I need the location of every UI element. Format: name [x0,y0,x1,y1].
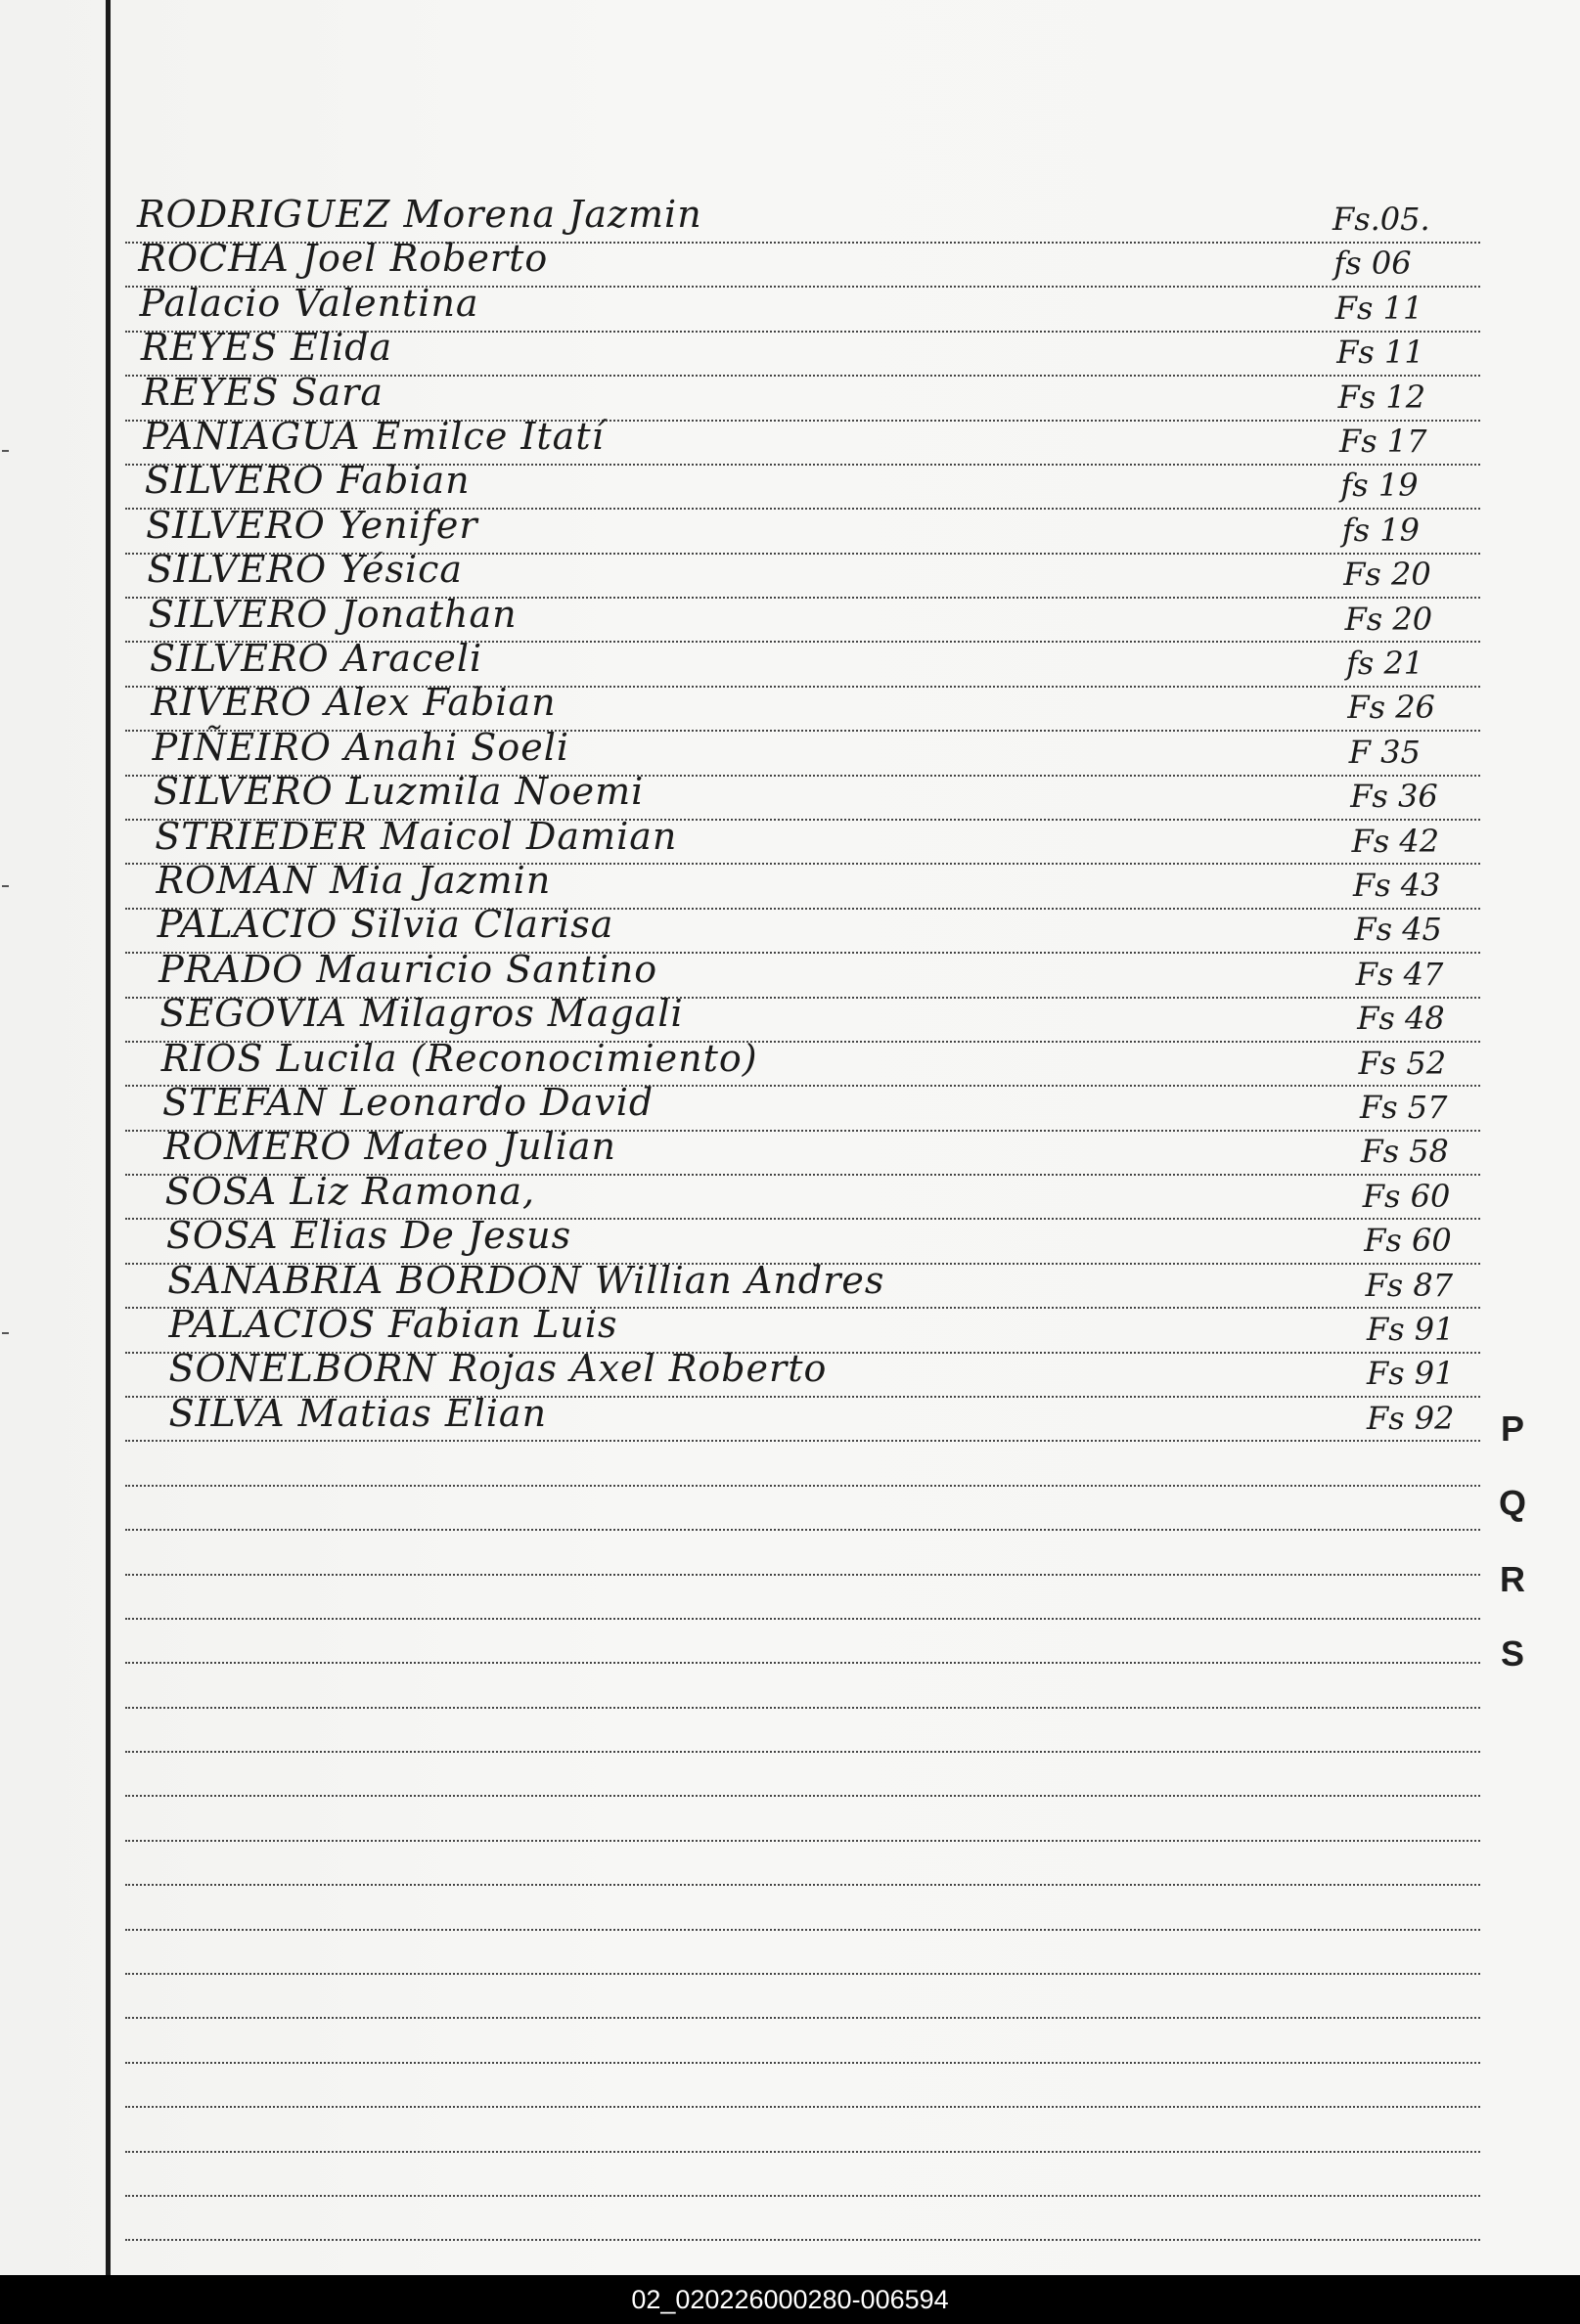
entry-folio: Fs 11 [1334,289,1423,327]
list-item [0,1081,1580,1130]
list-item [0,770,1580,819]
entry-folio: Fs 11 [1336,334,1424,372]
ruled-line [125,2239,1480,2241]
entry-name: SANABRIA BORDON Willian Andres [167,1258,885,1302]
entry-folio: Fs 47 [1355,955,1444,993]
ruled-line [125,2151,1480,2153]
entry-name: SILVA Matias Elian [168,1391,548,1435]
entry-folio: Fs 43 [1353,867,1441,904]
list-item [0,548,1580,597]
entry-name: SILVERO Fabian [144,459,471,503]
entry-name: REYES Sara [142,370,384,414]
list-item [0,503,1580,553]
entry-folio: Fs 91 [1367,1355,1455,1393]
entry-folio: Fs 42 [1351,822,1440,860]
entry-folio: F 35 [1348,733,1421,771]
entry-name: SILVERO Yenifer [146,503,478,547]
list-item [0,281,1580,331]
entry-name: SOSA Liz Ramona, [164,1169,536,1213]
entry-folio: Fs 52 [1358,1044,1447,1082]
list-item [0,1258,1580,1308]
ruled-line [125,1662,1480,1664]
list-item [0,1036,1580,1086]
list-item [0,1391,1580,1441]
entry-name: ROMERO Mateo Julian [163,1125,616,1169]
ruled-line [125,1929,1480,1931]
ruled-line [125,2106,1480,2108]
entry-name: RIOS Lucila (Reconocimiento) [160,1036,758,1080]
entry-name: ROCHA Joel Roberto [138,237,549,281]
ruled-line [125,1795,1480,1797]
entry-name: Palacio Valentina [139,281,479,325]
entry-folio: Fs 20 [1343,556,1431,594]
index-letter-p: P [1500,1408,1524,1449]
entry-name: PIÑEIRO Anahi Soeli [152,725,569,769]
entry-folio: Fs 58 [1361,1133,1449,1171]
entry-name: PALACIOS Fabian Luis [168,1303,618,1346]
list-item [0,370,1580,420]
list-item [0,592,1580,642]
list-item [0,992,1580,1041]
list-item [0,903,1580,952]
ruled-line [125,2017,1480,2019]
entry-name: SILVERO Luzmila Noemi [153,770,645,814]
ruled-line [125,2195,1480,2197]
list-item [0,814,1580,864]
entry-name: PRADO Mauricio Santino [158,947,658,991]
list-item [0,1125,1580,1174]
entry-name: SOSA Elias De Jesus [165,1214,572,1258]
index-letter-r: R [1500,1559,1525,1599]
ruled-line [125,1973,1480,1975]
entry-name: PALACIO Silvia Clarisa [157,903,614,947]
entry-folio: fs 06 [1333,245,1412,283]
entry-name: ROMAN Mia Jazmin [156,859,552,902]
ruled-line [125,1884,1480,1886]
entry-folio: fs 19 [1340,467,1419,505]
list-item [0,1303,1580,1352]
entry-folio: Fs 92 [1367,1399,1455,1437]
ruled-line [125,2062,1480,2064]
list-item [0,637,1580,686]
entry-name: SILVERO Araceli [150,637,483,680]
entry-name: RODRIGUEZ Morena Jazmin [137,193,702,236]
ruled-line [125,1707,1480,1709]
entry-folio: Fs 20 [1344,600,1433,638]
entry-folio: Fs 87 [1365,1266,1454,1304]
entry-folio: Fs 60 [1362,1177,1451,1215]
entry-folio: fs 19 [1341,511,1420,549]
entry-name: RIVERO Alex Fabian [151,681,557,725]
list-item [0,415,1580,464]
entry-name: PANIAGUA Emilce Itatí [143,415,605,458]
scan-footer-code: 02_020226000280-006594 [0,2275,1580,2324]
entry-folio: Fs 17 [1339,423,1427,460]
ruled-line [125,1574,1480,1576]
list-item [0,193,1580,242]
entry-folio: Fs 45 [1354,911,1442,949]
ruled-line [125,1529,1480,1531]
ruled-line [125,1840,1480,1842]
entry-name: STEFAN Leonardo David [162,1081,655,1124]
entry-folio: Fs 57 [1360,1089,1448,1126]
entry-folio: Fs 48 [1357,1000,1445,1038]
ruled-line [125,1618,1480,1620]
entry-name: SILVERO Yésica [147,548,464,592]
entry-folio: Fs 26 [1347,689,1435,727]
ruled-line [125,1485,1480,1487]
list-item [0,459,1580,508]
entry-name: SILVERO Jonathan [148,592,518,636]
entry-name: SONELBORN Rojas Axel Roberto [168,1347,828,1391]
list-item [0,725,1580,775]
index-letter-s: S [1500,1633,1524,1674]
list-item [0,859,1580,908]
list-item [0,326,1580,375]
entry-folio: Fs 60 [1364,1222,1452,1260]
list-item [0,947,1580,997]
list-item [0,1347,1580,1396]
entry-folio: Fs 91 [1367,1311,1455,1348]
entry-folio: Fs 12 [1337,378,1426,416]
index-letter-q: Q [1498,1483,1526,1523]
entry-name: SEGOVIA Milagros Magali [159,992,684,1036]
ruled-line [125,1751,1480,1753]
entry-name: REYES Elida [140,326,393,370]
entry-folio: fs 21 [1346,645,1424,682]
entry-folio: Fs.05. [1332,201,1430,238]
list-item [0,1214,1580,1263]
list-item [0,237,1580,286]
entry-folio: Fs 36 [1350,778,1438,816]
list-item [0,681,1580,730]
entry-name: STRIEDER Maicol Damian [155,814,678,858]
list-item [0,1169,1580,1219]
